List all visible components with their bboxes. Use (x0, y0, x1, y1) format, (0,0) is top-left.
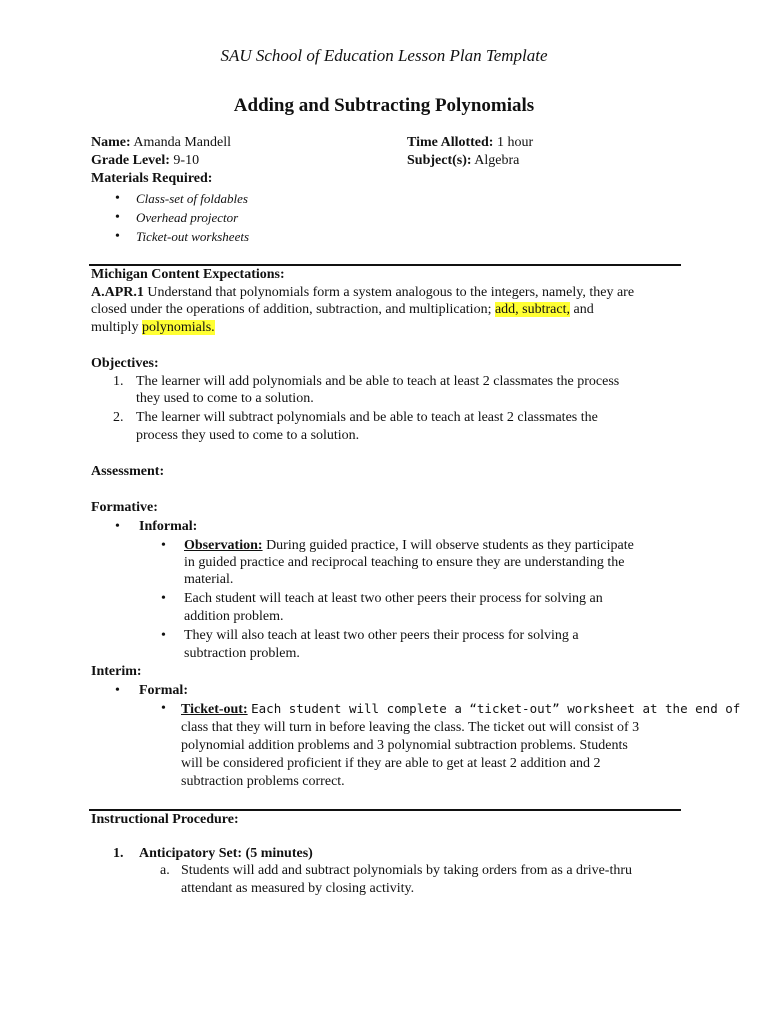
grade-value: 9-10 (173, 153, 200, 168)
expectations-line-3 (91, 319, 215, 337)
ticket-out-label: Ticket-out: (181, 702, 248, 717)
observation-line-1 (184, 537, 634, 555)
objective-text: process they used to come to a solution. (136, 428, 360, 443)
formative-heading: Formative: (91, 500, 158, 515)
objective-text: The learner will add polynomials and be able to teach at least 2 classmates the process (136, 374, 620, 389)
expectation-text: Understand that polynomials form a system analogous to the integers, namely, they are (147, 285, 635, 300)
material-item: Ticket-out worksheets (136, 229, 250, 244)
observation-text: During guided practice, I will observe students as they participate (266, 538, 634, 553)
informal-label: Informal: (139, 519, 198, 534)
bullet: • (161, 538, 166, 553)
subject-value: Algebra (474, 153, 520, 168)
objective-number: 2. (113, 410, 124, 425)
time-value: 1 hour (496, 135, 534, 150)
procedure-heading: Instructional Procedure: (91, 812, 239, 827)
observation-label: Observation: (184, 538, 263, 553)
peer-teaching-text: addition problem. (184, 609, 284, 624)
highlighted-text: add, subtract, (494, 302, 570, 317)
bullet: • (115, 519, 120, 534)
expectations-line-1 (91, 284, 634, 302)
bullet: • (161, 701, 166, 716)
substep-letter: a. (160, 863, 170, 878)
assessment-heading: Assessment: (91, 464, 165, 479)
materials-bullet: • (115, 191, 120, 206)
materials-bullet: • (115, 210, 120, 225)
ticket-out-text: subtraction problems correct. (181, 774, 345, 789)
name-row (91, 134, 231, 152)
substep-text: Students will add and subtract polynomials by taking orders from as a drive-thru (181, 863, 633, 878)
bullet: • (161, 628, 166, 643)
expectation-text: closed under the operations of addition, subtraction, and multiplication; (91, 302, 492, 317)
material-item: Class-set of foldables (136, 191, 248, 206)
peer-teaching-text: They will also teach at least two other peers their process for solving a (184, 628, 579, 643)
expectation-text: and (573, 302, 594, 317)
name-label: Name: (91, 135, 131, 150)
subject-label: Subject(s): (407, 153, 472, 168)
peer-teaching-text: subtraction problem. (184, 646, 300, 661)
step-title: Anticipatory Set: (5 minutes) (139, 846, 313, 861)
step-number: 1. (113, 846, 124, 861)
materials-bullet: • (115, 229, 120, 244)
highlighted-text: polynomials. (141, 320, 215, 335)
peer-teaching-text: Each student will teach at least two other peers their process for solving an (184, 591, 603, 606)
formal-label: Formal: (139, 683, 188, 698)
bullet: • (161, 591, 166, 606)
materials-heading: Materials Required: (91, 171, 213, 186)
name-value: Amanda Mandell (133, 135, 231, 150)
time-label: Time Allotted: (407, 135, 494, 150)
expectations-line-2 (91, 301, 594, 319)
bullet: • (115, 683, 120, 698)
material-item: Overhead projector (136, 210, 239, 225)
ticket-out-text: polynomial addition problems and 3 polynomial subtraction problems. Students (181, 738, 628, 753)
objective-text: they used to come to a solution. (136, 391, 314, 406)
expectation-text: multiply (91, 320, 139, 335)
ticket-out-text: will be considered proficient if they are able to get at least 2 addition and 2 (181, 756, 601, 771)
observation-text: material. (184, 572, 234, 587)
ticket-out-text: class that they will turn in before leaving the class. The ticket out will consist of 3 (181, 720, 640, 735)
grade-row (91, 152, 199, 170)
interim-heading: Interim: (91, 664, 142, 679)
time-row (407, 134, 533, 152)
template-title: SAU School of Education Lesson Plan Template (220, 46, 548, 65)
substep-text: attendant as measured by closing activity. (181, 881, 415, 896)
objectives-heading: Objectives: (91, 356, 159, 371)
lesson-title: Adding and Subtracting Polynomials (233, 95, 535, 116)
subject-row (407, 152, 519, 170)
ticket-out-text: Each student will complete a “ticket-out” worksheet at the end of (251, 701, 741, 716)
ticket-out-line-1 (181, 700, 740, 719)
expectations-heading: Michigan Content Expectations: (91, 267, 285, 282)
grade-label: Grade Level: (91, 153, 170, 168)
observation-text: in guided practice and reciprocal teaching to ensure they are understanding the (184, 555, 625, 570)
expectation-code: A.APR.1 (91, 285, 144, 300)
objective-text: The learner will subtract polynomials and be able to teach at least 2 classmates the (136, 410, 598, 425)
objective-number: 1. (113, 374, 124, 389)
